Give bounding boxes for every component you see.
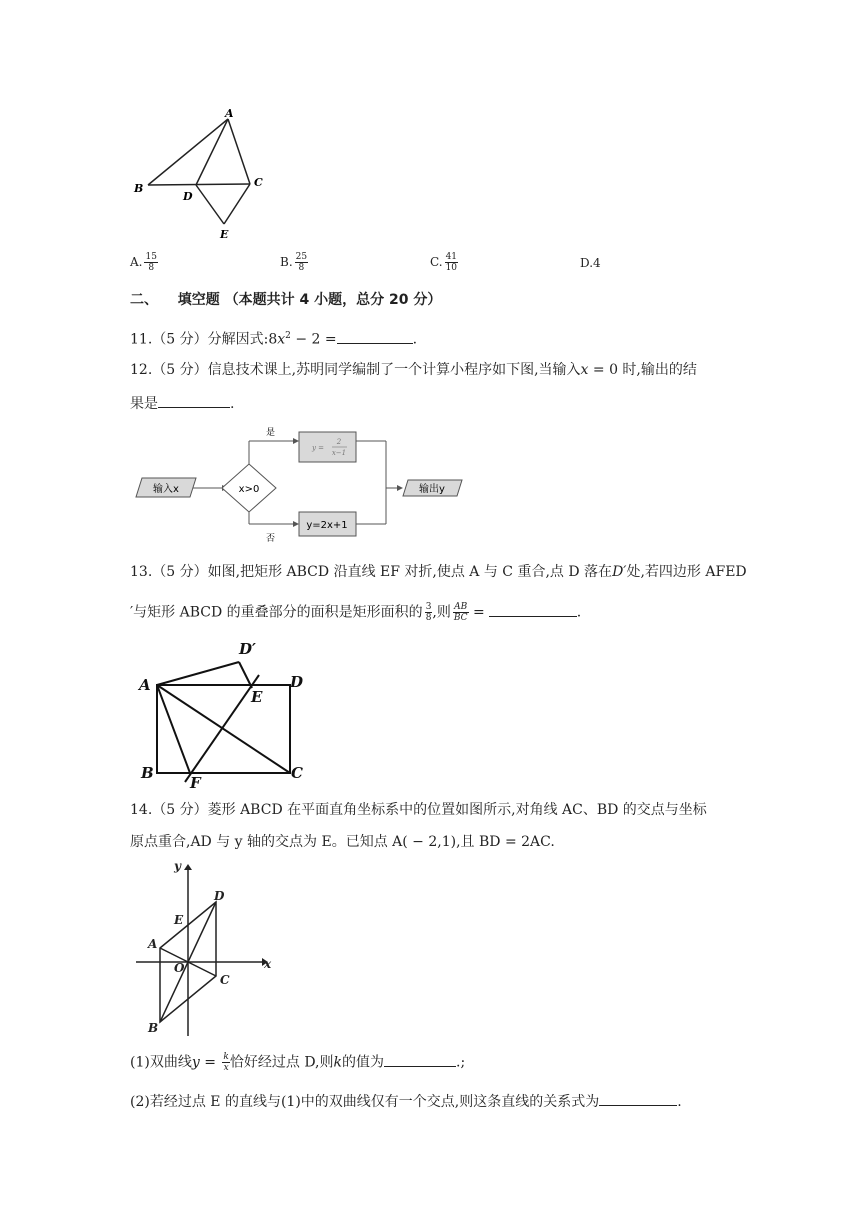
option-d-letter: D. [580,256,594,270]
label-b: B [141,764,154,782]
figure-q10 [128,104,278,244]
option-c-letter: C. [430,255,443,269]
label-f: F [190,774,201,792]
label-d-prime: D′ [239,640,256,658]
bottom-box-label: y=2x+1 [306,520,348,531]
answer-blank-13[interactable] [489,604,577,617]
label-e: E [251,688,263,706]
figure-q14 [130,856,280,1044]
diagonal-ac [157,685,290,773]
segment-ad [196,119,228,185]
top-box-numerator: 2 [336,438,342,446]
question-12-line1: 12.（5 分）信息技术课上,苏明同学编制了一个计算小程序如下图,当输入x = 0 时,输出的结 [130,362,697,378]
segment-af [157,685,190,773]
segment-ba [148,119,228,185]
flowchart [130,424,480,548]
option-b-letter: B. [280,255,293,269]
q14-hyperbola-fraction: $\frac{k}{x}$ [223,1052,229,1073]
section-number: 二、 [130,292,158,308]
label-a: A [225,107,234,120]
section-note: （本题共计 4 小题，总分 20 分） [224,292,442,308]
label-c: C [291,764,303,782]
segment-bc [148,184,250,185]
yes-label: 是 [266,428,276,438]
label-d: D [214,889,225,903]
segment-ad-prime [157,662,239,685]
label-d: D [183,190,193,203]
option-d[interactable] [580,256,601,270]
segment-de [196,185,224,224]
option-c[interactable] [430,252,458,273]
no-label: 否 [266,534,276,544]
question-13-line1: 13.（5 分）如图,把矩形 ABCD 沿直线 EF 对折,使点 A 与 C 重合,点 D 落在D′处,若四边形 AFED [130,564,747,580]
output-label: 输出y [419,484,445,495]
label-b: B [134,182,144,195]
option-c-fraction: $\frac{41}{10}$ [445,252,458,273]
section-title: 填空题 [177,292,220,308]
section-header [130,290,441,310]
question-14-line1: 14.（5 分）菱形 ABCD 在平面直角坐标系中的位置如图所示,对角线 AC、BD 的交点与坐标 [130,802,707,818]
input-label: 输入x [153,484,179,495]
option-a-letter: A. [130,255,143,269]
option-a[interactable] [130,252,158,273]
question-11: 11.（5 分）分解因式$:8x^2 - 2$ = . [130,331,418,348]
label-a: A [148,937,158,951]
condition-label: x>0 [238,484,260,495]
segment-ce [224,184,250,224]
segment-ac [228,119,250,184]
answer-blank-14-1[interactable] [384,1054,456,1067]
option-d-value: 4 [593,256,601,270]
top-box [299,432,356,462]
answer-blank-12[interactable] [158,395,230,408]
option-b[interactable] [280,252,308,273]
question-13-line2: ′与矩形 ABCD 的重叠部分的面积是矩形面积的 $\frac{3}{8}$ ,则 $\frac{AB}{BC}$ = . [130,602,582,623]
label-e: E [174,913,184,927]
answer-blank-14-2[interactable] [599,1093,677,1106]
q13-fraction: $\frac{3}{8}$ [425,602,432,623]
question-12-line2: 果是 . [130,396,235,412]
label-o: O [174,961,185,975]
q13-ratio: $\frac{AB}{BC}$ [453,602,468,623]
option-b-fraction: $\frac{25}{8}$ [295,252,308,273]
question-14-sub2: (2)若经过点 E 的直线与(1)中的双曲线仅有一个交点,则这条直线的关系式为 . [130,1094,682,1110]
question-14-sub1: (1)双曲线y = $\frac{k}{x}$ 恰好经过点 D,则k的值为 .; [130,1052,466,1073]
label-a: A [139,676,151,694]
label-b: B [148,1021,159,1035]
label-d: D [290,673,304,691]
figure-q13 [135,632,315,792]
top-box-denominator: x−1 [331,449,347,457]
label-c: C [254,176,263,189]
label-c: C [220,973,230,987]
option-a-fraction: $\frac{15}{8}$ [145,252,157,273]
answer-blank-11[interactable] [337,331,413,344]
label-x: x [264,957,272,971]
top-box-prefix: y = [312,444,325,452]
label-e: E [220,228,229,241]
question-14-line2: 原点重合,AD 与 y 轴的交点为 E。已知点 A( − 2,1),且 BD = 2AC. [130,834,555,850]
label-y: y [174,859,181,873]
